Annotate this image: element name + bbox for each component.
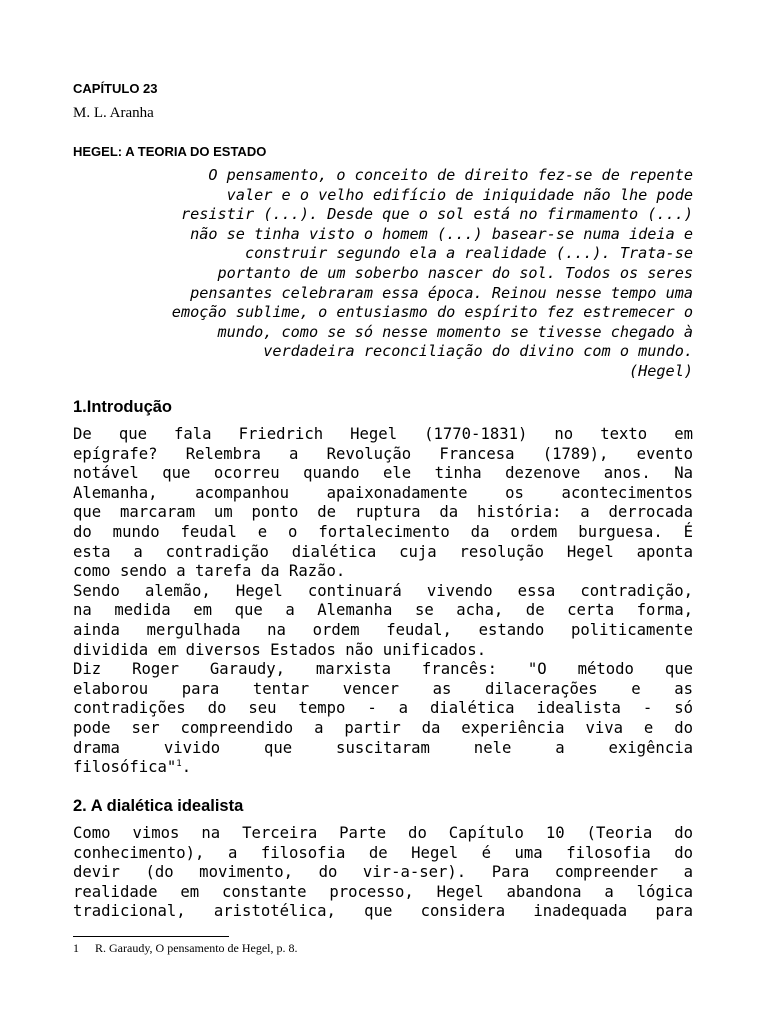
footnote-text: R. Garaudy, O pensamento de Hegel, p. 8.: [95, 941, 298, 955]
epigraph-line: emoção sublime, o entusiasmo do espírito fez estremecer o: [171, 303, 693, 322]
heading-introduction: 1.Introdução: [73, 398, 173, 416]
sentence-end: .: [181, 758, 192, 777]
text-line: conhecimento), a filosofia de Hegel é uma filosofia do: [73, 843, 693, 862]
epigraph-line: pensantes celebraram essa época. Reinou nesse tempo uma: [190, 283, 693, 302]
footnote: [73, 941, 298, 956]
epigraph-line: não se tinha visto o homem (...) basear-se numa ideia e: [190, 224, 693, 243]
text-line: devir (do movimento, do vir-a-ser). Para compreender a: [73, 863, 693, 882]
text-line: como sendo a tarefa da Razão.: [73, 562, 346, 581]
epigraph-line: resistir (...). Desde que o sol está no firmamento (...): [180, 205, 693, 224]
text-line: ainda mergulhada na ordem feudal, estando politicamente: [73, 620, 693, 639]
epigraph-attribution: (Hegel): [628, 361, 693, 380]
text-line: do mundo feudal e o fortalecimento da ordem burguesa. É: [73, 522, 693, 541]
text-line: elaborou para tentar vencer as dilacerações e as: [73, 679, 693, 698]
text-line: Sendo alemão, Hegel continuará vivendo essa contradição,: [73, 581, 693, 600]
text-line: Diz Roger Garaudy, marxista francês: "O método que: [73, 660, 693, 679]
footnote-number: 1: [73, 941, 79, 955]
footnote-reference[interactable]: 1: [176, 758, 182, 769]
section-title: HEGEL: A TEORIA DO ESTADO: [73, 144, 267, 159]
epigraph-line: valer e o velho edifício de iniquidade não lhe pode: [226, 185, 693, 204]
intro-paragraphs: [73, 425, 693, 778]
text-line: epígrafe? Relembra a Revolução Francesa (1789), evento: [73, 444, 693, 463]
epigraph-line: construir segundo ela a realidade (...). Trata-se: [244, 244, 693, 263]
text-line: dividida em diversos Estados não unificados.: [73, 640, 487, 659]
text-line: contradições do seu tempo - a dialética idealista - só: [73, 699, 693, 718]
text-line: drama vivido que suscitaram nele a exigência: [73, 738, 693, 757]
text-line: De que fala Friedrich Hegel (1770-1831) no texto em: [73, 425, 693, 443]
text-line: tradicional, aristotélica, que considera inadequada para: [73, 902, 693, 921]
epigraph-line: verdadeira reconciliação do divino com o mundo.: [263, 342, 693, 361]
chapter-label: CAPÍTULO 23: [73, 81, 158, 96]
footnote-divider: [73, 936, 229, 937]
epigraph-line: O pensamento, o conceito de direito fez-se de repente: [208, 166, 693, 184]
epigraph-line: mundo, como se só nesse momento se tivesse chegado à: [217, 322, 693, 341]
author-name: M. L. Aranha: [73, 105, 154, 121]
text-line: pode ser compreendido a partir da experiência viva e do: [73, 718, 693, 737]
text-line: Alemanha, acompanhou apaixonadamente os acontecimentos: [73, 483, 693, 502]
text-line: filosófica": [73, 758, 177, 777]
dialectic-paragraph: [73, 824, 693, 922]
heading-dialectic: 2. A dialética idealista: [73, 797, 244, 815]
epigraph-line: portanto de um soberbo nascer do sol. Todos os seres: [217, 263, 693, 282]
text-line: realidade em constante processo, Hegel abandona a lógica: [73, 882, 693, 901]
epigraph: [73, 166, 693, 382]
text-line: que marcaram um ponto de ruptura da história: a derrocada: [73, 503, 693, 522]
text-line: notável que ocorreu quando ele tinha dezenove anos. Na: [73, 464, 693, 483]
text-line: esta a contradição dialética cuja resolução Hegel aponta: [73, 542, 693, 561]
text-line-with-footnote: [73, 758, 693, 778]
text-line: Como vimos na Terceira Parte do Capítulo 10 (Teoria do: [73, 824, 693, 842]
text-line: na medida em que a Alemanha se acha, de certa forma,: [73, 601, 693, 620]
